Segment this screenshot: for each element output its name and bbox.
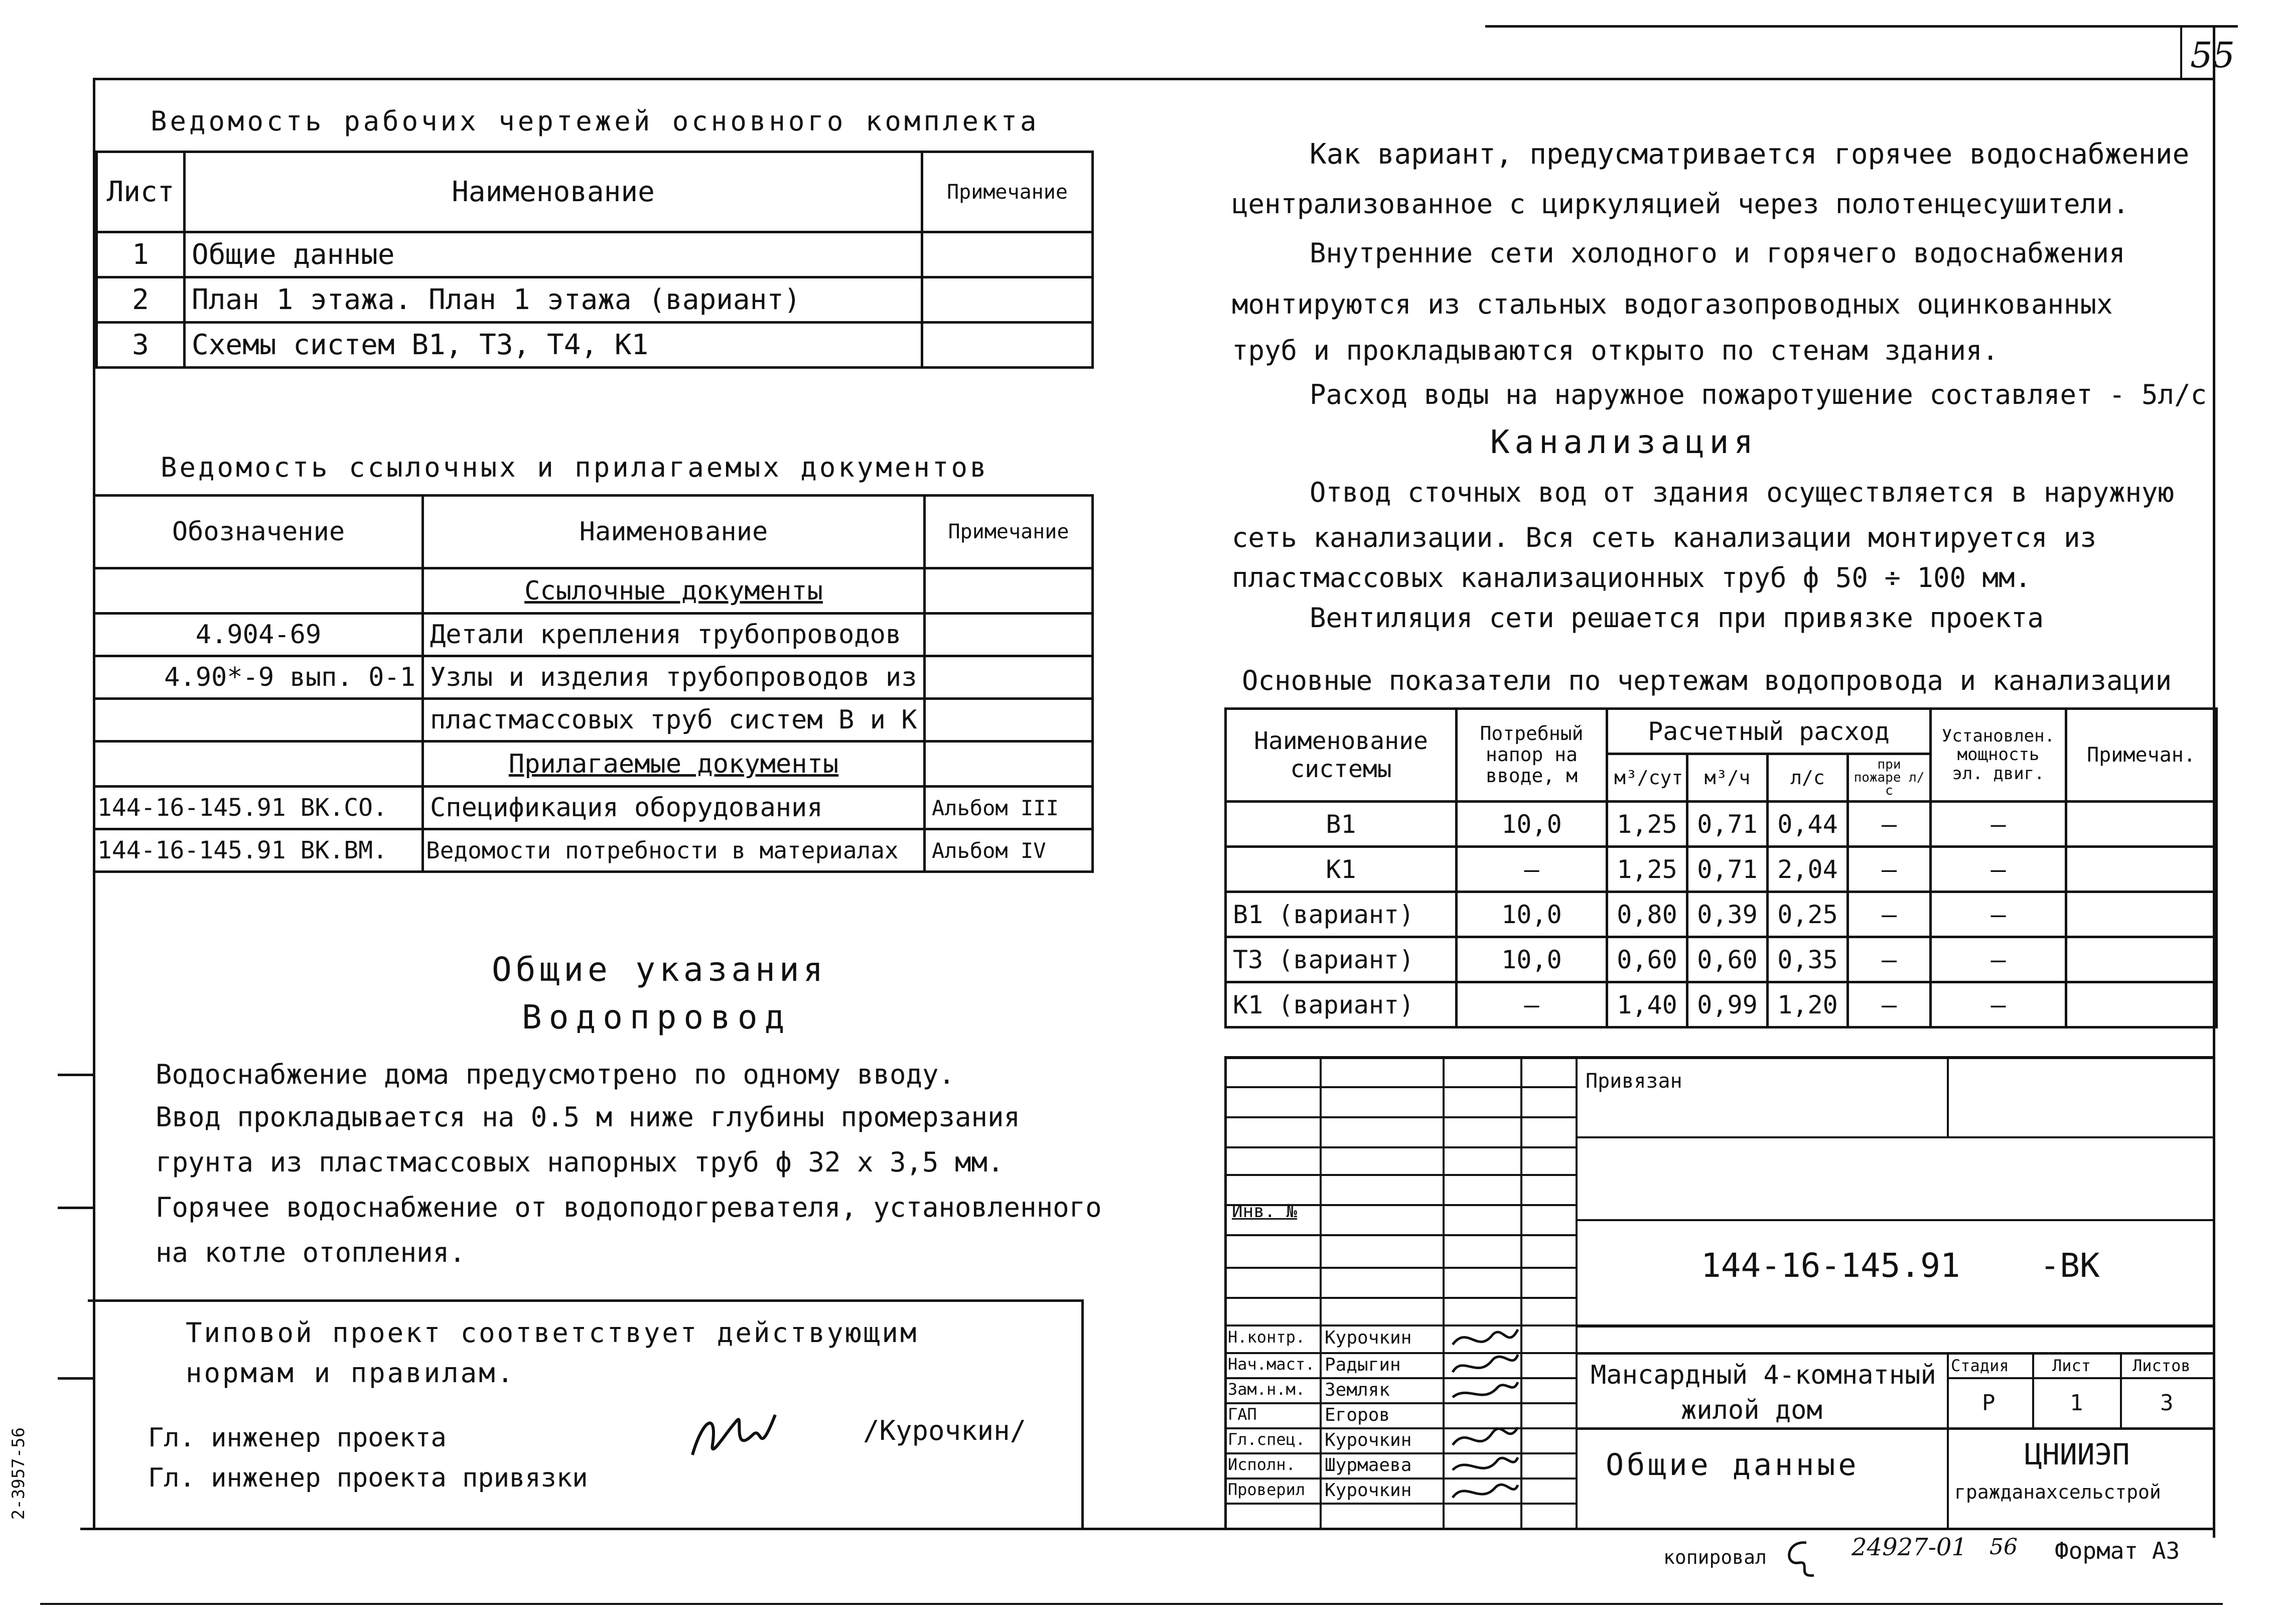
chief-engineer-signature: [682, 1400, 783, 1470]
copier-signature: [1776, 1535, 1821, 1580]
stamp-row: [1224, 1297, 1576, 1299]
ind-power-cell: —: [1931, 982, 2066, 1027]
stamp-hline: [1576, 1219, 2215, 1221]
refs-name-cell: Ведомости потребности в материалах: [423, 829, 925, 872]
table-row: [94, 614, 1093, 656]
inv-no-label: Инв. №: [1232, 1201, 1298, 1222]
table-row: [1226, 937, 2217, 982]
ind-day-cell: 0,60: [1607, 937, 1687, 982]
general-title: Общие указания: [492, 950, 827, 989]
drawings-col-name: Наименование: [185, 152, 922, 232]
ind-sec-cell: 0,35: [1768, 937, 1848, 982]
refs-note-cell: [925, 699, 1093, 742]
ind-hour-cell: 0,39: [1687, 892, 1768, 937]
table-row: [97, 323, 1093, 368]
stamp-row: [1224, 1377, 1576, 1379]
ind-pressure-cell: 10,0: [1457, 937, 1607, 982]
drawings-note-cell: [922, 232, 1093, 277]
ind-col-name: Наименование системы: [1226, 709, 1457, 802]
ind-name-cell: В1 (вариант): [1226, 892, 1457, 937]
ind-sec-cell: 0,44: [1768, 802, 1848, 847]
organization-subname: гражданахсельстрой: [1954, 1481, 2161, 1503]
footer-page: 56: [1989, 1534, 2018, 1560]
sewerage-heading: Канализация: [1490, 424, 1758, 461]
sign-name: Курочкин: [1325, 1430, 1412, 1450]
stamp-row: [1224, 1174, 1576, 1176]
stage-label: Стадия: [1951, 1356, 2009, 1375]
table-row: [97, 232, 1093, 277]
ind-col-flow: Расчетный расход: [1607, 709, 1931, 754]
sign-role: Исполн.: [1228, 1455, 1296, 1474]
copied-label: копировал: [1663, 1546, 1767, 1568]
ind-power-cell: —: [1931, 847, 2066, 892]
general-subtitle: Водопровод: [522, 998, 792, 1037]
refs-col-code: Обозначение: [94, 496, 423, 568]
refs-code-cell: [94, 699, 423, 742]
drawings-note-cell: [922, 323, 1093, 368]
table-row: [1226, 802, 2217, 847]
stamp-col: [1576, 1056, 1578, 1528]
stamp-row: [1224, 1324, 1576, 1326]
right-text-line: Как вариант, предусматривается горячее водоснабжение: [1310, 138, 2190, 171]
stamp-hline: [1576, 1427, 2215, 1430]
sheet-format: Формат А3: [2055, 1537, 2180, 1564]
general-line: Водоснабжение дома предусмотрено по одному вводу.: [156, 1059, 955, 1090]
stamp-row: [1224, 1146, 1576, 1148]
right-text-line: монтируются из стальных водогазопроводных оцинкованных: [1232, 288, 2113, 320]
stamp-row: [1224, 1234, 1576, 1236]
table-row: [94, 787, 1093, 829]
refs-section-ref: Ссылочные документы: [423, 568, 925, 614]
page-number: 55: [2190, 35, 2235, 76]
stamp-meta-col: [2120, 1352, 2122, 1427]
right-text-line: Вентиляция сети решается при привязке проекта: [1310, 602, 2044, 634]
privyazan-label: Привязан: [1586, 1070, 1682, 1093]
ind-power-cell: —: [1931, 892, 2066, 937]
references-title: Ведомость ссылочных и прилагаемых документов: [161, 452, 989, 483]
sheets-label: Листов: [2132, 1356, 2191, 1375]
drawings-name-cell: Общие данные: [185, 232, 922, 277]
sign-role: Гл.спец.: [1228, 1430, 1306, 1449]
ind-power-cell: —: [1931, 937, 2066, 982]
bottom-edge-line: [40, 1603, 2223, 1605]
ind-col-power: Установлен. мощность эл. двиг.: [1931, 709, 2066, 802]
ind-col-day: м³/сут: [1607, 754, 1687, 802]
frame-bottom-line: [80, 1528, 2215, 1530]
document-code: 144-16-145.91 -ВК: [1701, 1246, 2100, 1285]
refs-col-name: Наименование: [423, 496, 925, 568]
ind-day-cell: 1,25: [1607, 847, 1687, 892]
sheet-value: 1: [2070, 1390, 2083, 1416]
ind-fire-cell: —: [1848, 802, 1931, 847]
sign-name: Егоров: [1325, 1405, 1390, 1425]
refs-code-cell: 144-16-145.91 ВК.ВМ.: [94, 829, 423, 872]
frame-top-line: [93, 78, 2215, 80]
object-name-line1: Мансардный 4-комнатный: [1591, 1360, 1936, 1390]
sign-role: Н.контр.: [1228, 1327, 1306, 1347]
drawings-note-cell: [922, 277, 1093, 323]
sign-role: Проверил: [1228, 1480, 1306, 1499]
right-text-line: Внутренние сети холодного и горячего водоснабжения: [1310, 237, 2125, 269]
refs-name-cell: пластмассовых труб систем В и К: [423, 699, 925, 742]
refs-section-att: Прилагаемые документы: [423, 742, 925, 787]
order-number: 24927-01: [1852, 1533, 1967, 1561]
ind-day-cell: 0,80: [1607, 892, 1687, 937]
top-edge-line: [1485, 25, 2238, 28]
drawings-list-title: Ведомость рабочих чертежей основного комплекта: [151, 105, 1040, 137]
ind-name-cell: В1: [1226, 802, 1457, 847]
refs-note-cell: [925, 614, 1093, 656]
indicators-table: [1224, 707, 2218, 1028]
ind-col-note: Примечан.: [2066, 709, 2217, 802]
sign-role: ГАП: [1228, 1405, 1257, 1424]
ind-note-cell: [2066, 892, 2217, 937]
ind-col-sec: л/с: [1768, 754, 1848, 802]
drawings-name-cell: Схемы систем В1, Т3, Т4, К1: [185, 323, 922, 368]
ind-name-cell: К1: [1226, 847, 1457, 892]
ind-hour-cell: 0,60: [1687, 937, 1768, 982]
ind-hour-cell: 0,99: [1687, 982, 1768, 1027]
sign-name: Курочкин: [1325, 1327, 1412, 1348]
stage-value: Р: [1982, 1390, 1996, 1416]
drawings-col-note: Примечание: [922, 152, 1093, 232]
stamp-row: [1224, 1452, 1576, 1454]
table-row: [94, 656, 1093, 699]
sign-role: Зам.н.м.: [1228, 1380, 1306, 1399]
ind-col-hour: м³/ч: [1687, 754, 1768, 802]
refs-name-cell: Детали крепления трубопроводов: [423, 614, 925, 656]
table-row: [94, 829, 1093, 872]
general-line: на котле отопления.: [156, 1237, 466, 1268]
sign-name: Радыгин: [1325, 1355, 1401, 1375]
ind-name-cell: Т3 (вариант): [1226, 937, 1457, 982]
certificate-line: нормам и правилам.: [186, 1357, 516, 1389]
ind-day-cell: 1,40: [1607, 982, 1687, 1027]
stamp-meta-row: [1947, 1377, 2215, 1379]
right-text-line: труб и прокладываются открыто по стенам здания.: [1232, 335, 1999, 366]
stamp-top-line: [1224, 1056, 2215, 1059]
sheet-label: Лист: [2052, 1356, 2091, 1375]
stamp-row: [1224, 1086, 1576, 1088]
chief-engineer-name: /Курочкин/: [863, 1415, 1027, 1446]
general-line: грунта из пластмассовых напорных труб ф 32 х 3,5 мм.: [156, 1146, 1004, 1178]
ind-note-cell: [2066, 802, 2217, 847]
ind-note-cell: [2066, 937, 2217, 982]
refs-col-note: Примечание: [925, 496, 1093, 568]
stamp-privyazan-right: [1947, 1056, 1949, 1136]
ind-fire-cell: —: [1848, 892, 1931, 937]
indicators-title: Основные показатели по чертежам водопровода и канализации: [1242, 665, 2172, 696]
ind-col-fire: при пожаре л/с: [1848, 754, 1931, 802]
references-table: [93, 494, 1094, 873]
sheet-title: Общие данные: [1606, 1447, 1860, 1483]
stamp-col: [1320, 1056, 1322, 1528]
sign-name: Шурмаева: [1325, 1455, 1412, 1475]
ind-sec-cell: 2,04: [1768, 847, 1848, 892]
ind-col-pressure: Потребный напор на вводе, м: [1457, 709, 1607, 802]
refs-note-cell: [925, 656, 1093, 699]
table-row: [97, 277, 1093, 323]
drawings-list-table: [95, 151, 1094, 369]
ind-fire-cell: —: [1848, 937, 1931, 982]
stamp-row: [1224, 1352, 1576, 1354]
table-row: [1226, 982, 2217, 1027]
ind-hour-cell: 0,71: [1687, 847, 1768, 892]
stamp-row: [1224, 1267, 1576, 1269]
refs-code-cell: 4.904-69: [94, 614, 423, 656]
ind-pressure-cell: 10,0: [1457, 802, 1607, 847]
drawings-sheet-cell: 1: [97, 232, 185, 277]
object-name-line2: жилой дом: [1681, 1395, 1822, 1425]
stamp-meta-col: [2032, 1352, 2034, 1427]
right-text-line: централизованное с циркуляцией через полотенцесушители.: [1232, 188, 2129, 220]
sign-name: Курочкин: [1325, 1480, 1412, 1501]
stamp-left-line: [1224, 1056, 1227, 1528]
table-row: [1226, 847, 2217, 892]
table-row: [1226, 892, 2217, 937]
sheets-value: 3: [2160, 1390, 2174, 1416]
binding-engineer-label: Гл. инженер проекта привязки: [148, 1463, 588, 1493]
chief-engineer-label: Гл. инженер проекта: [148, 1423, 447, 1453]
right-text-line: Расход воды на наружное пожаротушение составляет - 5л/с: [1310, 379, 2207, 410]
stamp-signatures: [1448, 1324, 1523, 1525]
right-text-line: Отвод сточных вод от здания осуществляется в наружную: [1310, 477, 2175, 508]
refs-name-cell: Спецификация оборудования: [423, 787, 925, 829]
stamp-row: [1224, 1427, 1576, 1429]
ind-name-cell: К1 (вариант): [1226, 982, 1457, 1027]
margin-tick: [58, 1207, 95, 1209]
ind-note-cell: [2066, 982, 2217, 1027]
table-row: [94, 699, 1093, 742]
ind-sec-cell: 1,20: [1768, 982, 1848, 1027]
ind-pressure-cell: —: [1457, 982, 1607, 1027]
right-text-line: пластмассовых канализационных труб ф 50 ÷ 100 мм.: [1232, 562, 2032, 594]
refs-note-cell: Альбом IV: [925, 829, 1093, 872]
refs-name-cell: Узлы и изделия трубопроводов из: [423, 656, 925, 699]
refs-note-cell: Альбом III: [925, 787, 1093, 829]
drawings-col-sheet: Лист: [97, 152, 185, 232]
ind-pressure-cell: 10,0: [1457, 892, 1607, 937]
ind-fire-cell: —: [1848, 847, 1931, 892]
sign-name: Земляк: [1325, 1380, 1390, 1400]
ind-pressure-cell: —: [1457, 847, 1607, 892]
general-line: Горячее водоснабжение от водоподогревателя, установленного: [156, 1192, 1102, 1223]
stamp-object-top: [1576, 1352, 2215, 1355]
organization-name: ЦНИИЭП: [2025, 1437, 2130, 1471]
ind-fire-cell: —: [1848, 982, 1931, 1027]
drawings-name-cell: План 1 этажа. План 1 этажа (вариант): [185, 277, 922, 323]
right-text-line: сеть канализации. Вся сеть канализации монтируется из: [1232, 522, 2097, 553]
ind-power-cell: —: [1931, 802, 2066, 847]
general-line: Ввод прокладывается на 0.5 м ниже глубины промерзания: [156, 1101, 1021, 1133]
stamp-row: [1224, 1116, 1576, 1118]
stamp-hline: [1576, 1324, 2215, 1327]
stamp-row: [1224, 1478, 1576, 1480]
page-box-left: [2180, 28, 2182, 78]
certificate-line: Типовой проект соответствует действующим: [186, 1317, 919, 1349]
sign-role: Нач.маст.: [1228, 1355, 1315, 1374]
stamp-hline: [1576, 1136, 2215, 1138]
ind-day-cell: 1,25: [1607, 802, 1687, 847]
ind-note-cell: [2066, 847, 2217, 892]
drawings-sheet-cell: 2: [97, 277, 185, 323]
stamp-row: [1224, 1503, 1576, 1505]
stamp-row: [1224, 1402, 1576, 1404]
margin-tick: [58, 1074, 95, 1076]
side-stamp: 2-3957-56: [9, 1427, 29, 1520]
stamp-col: [1443, 1056, 1445, 1528]
ind-hour-cell: 0,71: [1687, 802, 1768, 847]
refs-code-cell: 4.90*-9 вып. 0-1: [94, 656, 423, 699]
drawings-sheet-cell: 3: [97, 323, 185, 368]
ind-sec-cell: 0,25: [1768, 892, 1848, 937]
refs-code-cell: 144-16-145.91 ВК.СО.: [94, 787, 423, 829]
